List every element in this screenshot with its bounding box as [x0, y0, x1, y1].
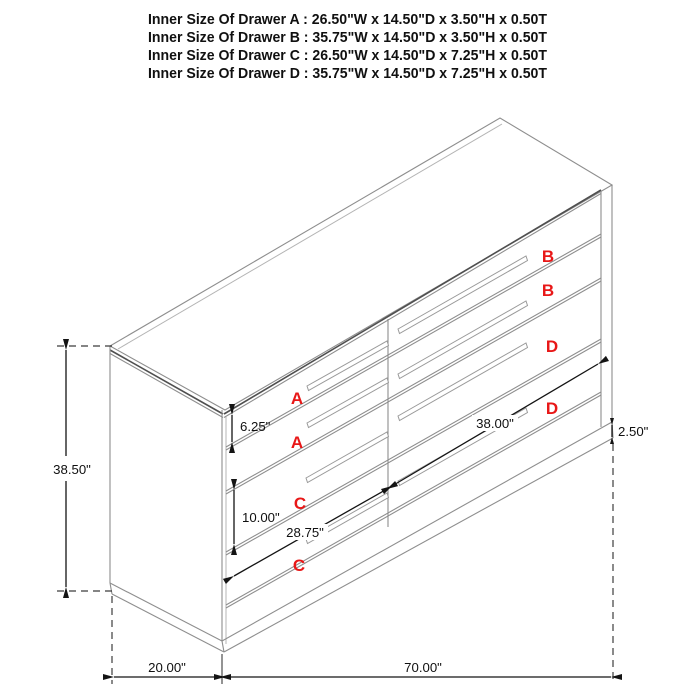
cabinet-top-face — [110, 118, 612, 410]
side-panel-bottom-edge — [110, 583, 222, 641]
drawer-label-d2: D — [545, 399, 559, 418]
dim-large-front-label: 10.00" — [242, 510, 280, 525]
dim-overall-depth-label: 20.00" — [148, 660, 186, 675]
base-front-left-corner — [222, 641, 224, 652]
handle-drawer-c1 — [306, 432, 389, 483]
drawer-label-a1: A — [290, 389, 304, 408]
drawer-label-c2: C — [292, 556, 306, 575]
header-line-drawer-b: Inner Size Of Drawer B : 35.75"W x 14.50"D x 3.50"H x 0.50T — [148, 29, 547, 46]
drawer-label-d1: D — [545, 337, 559, 356]
dim-base-height-label: 2.50" — [618, 424, 649, 439]
dim-overall-height-label: 38.50" — [53, 462, 91, 477]
base-back-corner — [110, 583, 112, 594]
header-line-drawer-a: Inner Size Of Drawer A : 26.50"W x 14.50"D x 3.50"H x 0.50T — [148, 11, 547, 28]
drawer-label-b1: B — [541, 247, 555, 266]
dim-right-drawer-width-label: 38.00" — [476, 416, 514, 431]
dim-small-front-label: 6.25" — [240, 419, 271, 434]
drawer-label-a2: A — [290, 433, 304, 452]
front-bottom-edge — [222, 422, 612, 641]
drawer-label-b2: B — [541, 281, 555, 300]
header-line-drawer-d: Inner Size Of Drawer D : 35.75"W x 14.50"D x 7.25"H x 0.50T — [148, 65, 547, 82]
dim-left-drawer-width-label: 28.75" — [286, 525, 324, 540]
cabinet-outline — [110, 118, 613, 652]
divider-row4 — [226, 392, 601, 608]
drawer-label-c1: C — [293, 494, 307, 513]
dim-overall-width-label: 70.00" — [404, 660, 442, 675]
header-line-drawer-c: Inner Size Of Drawer C : 26.50"W x 14.50"D x 7.25"H x 0.50T — [148, 47, 547, 64]
handle-drawer-a2 — [307, 378, 389, 428]
base-bottom-side-edge — [112, 594, 224, 652]
header-size-table — [148, 11, 547, 82]
